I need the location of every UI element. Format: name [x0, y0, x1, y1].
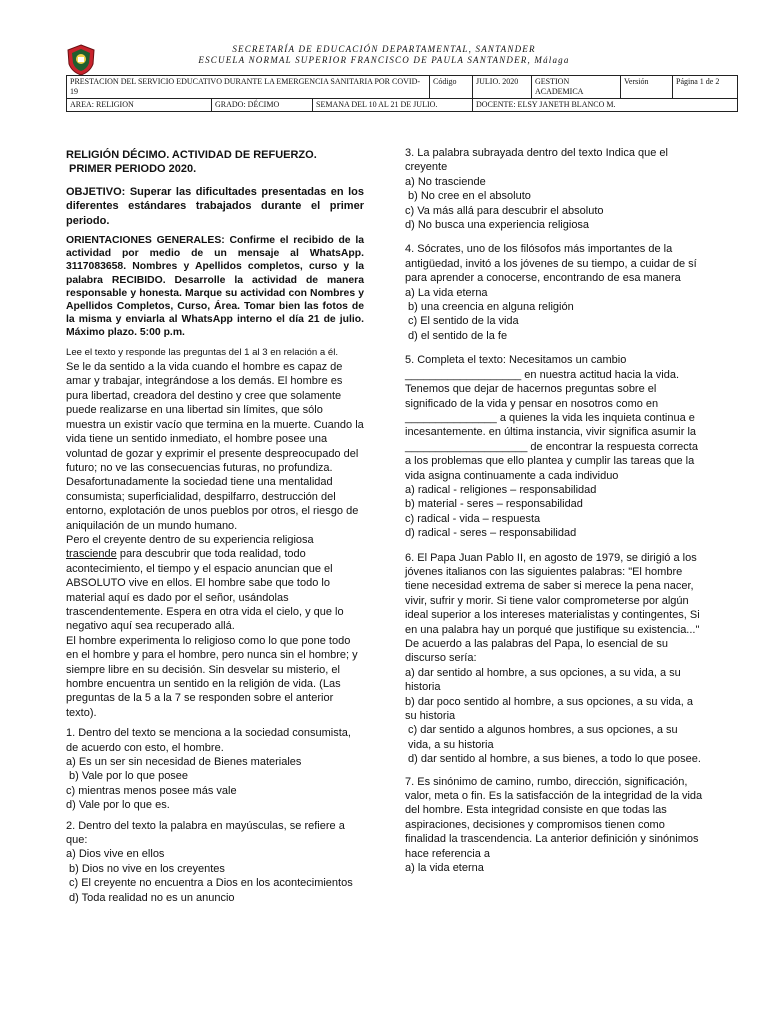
service-cell: PRESTACION DEL SERVICIO EDUCATIVO DURANTE LA EMERGENCIA SANITARIA POR COVID-19 — [67, 76, 430, 99]
semana-cell: SEMANA DEL 10 AL 21 DE JULIO. — [313, 99, 473, 112]
option-b: b) No cree en el absoluto — [408, 190, 531, 203]
option-a: a) dar sentido al hombre, a sus opciones, a su vida, a su historia — [405, 666, 681, 694]
question-5 — [405, 353, 703, 540]
right-column — [405, 146, 703, 876]
left-column — [66, 148, 364, 905]
version-cell: Versión — [621, 76, 673, 99]
option-c: c) El sentido de la vida — [408, 315, 519, 328]
option-a: a) radical - religiones – responsabilidad — [405, 483, 597, 496]
option-b: b) Dios no vive en los creyentes — [69, 862, 225, 875]
question-stem: 1. Dentro del texto se menciona a la sociedad consumista, de acuerdo con esto, el hombre. — [66, 727, 351, 754]
underlined-word: trasciende — [66, 548, 117, 561]
question-stem: 4. Sócrates, uno de los filósofos más importantes de la antigüedad, invitó a los jóvenes de su tiempo, a cuidar de sí para aprender a conocerse, encontrando de esa manera — [405, 243, 697, 285]
docente-cell: DOCENTE: ELSY JANETH BLANCO M. — [473, 99, 738, 112]
option-c: c) El creyente no encuentra a Dios en los acontecimientos — [69, 877, 353, 890]
question-stem: 2. Dentro del texto la palabra en mayúsculas, se refiere a que: — [66, 819, 345, 847]
general-orientations: ORIENTACIONES GENERALES: Confirme el recibido de la actividad por medio de un mensaje al WhatsApp. 3117083658. Nombres y Apellidos completos, curso y la palabra RECIBIDO. Desarrolle la actividad de manera responsable y honesta. Marque su actividad con Nombres y Apellidos Completos, Curso, Área. Tomar bien las fotos de la misma y enviarla al WhatsApp interno el día 21 de julio. Máximo plazo. 5:00 p.m. — [66, 235, 364, 339]
option-d: d) Toda realidad no es un anuncio — [69, 891, 235, 904]
reading-paragraph-3: El hombre experimenta lo religioso como lo que pone todo en el hombre y para el hombre, pero nunca sin el hombre; y siempre libre en su decisión. Sin desvelar su misterio, el hombre encuentra un sentido en la religión de vida. (Las preguntas de la 5 a la 7 se responden sobre el anterior texto). — [66, 634, 358, 719]
option-a: a) La vida eterna — [405, 286, 488, 299]
grado-cell: GRADO: DÉCIMO — [212, 99, 313, 112]
document-header — [0, 44, 768, 66]
option-d: d) Vale por lo que es. — [66, 799, 170, 812]
option-a: a) Dios vive en ellos — [66, 848, 165, 861]
question-6 — [405, 551, 703, 767]
page-cell: Página 1 de 2 — [673, 76, 738, 99]
question-3 — [405, 146, 703, 232]
option-b: b) dar poco sentido al hombre, a sus opciones, a su vida, a su historia — [405, 695, 694, 723]
reading-instruction: Lee el texto y responde las preguntas del 1 al 3 en relación a él. — [66, 346, 339, 358]
date-cell: JULIO. 2020 — [473, 76, 532, 99]
activity-period: PRIMER PERIODO 2020. — [69, 163, 197, 176]
question-stem: 5. Completa el texto: Necesitamos un cambio ___________________ en nuestra actitud hacia la vida. Tenemos que dejar de hacernos preguntas sobre el significado de la vida y pensar en nosotros como en _______________ a quienes la vida les inquieta continua e incesantemente. en última instancia, vivir significa asumir la ____________________ de encontrar la respuesta correcta a los problemas que ello plantea y cumplir las tareas que la vida asigna continuamente a cada individuo — [405, 354, 698, 482]
option-d: d) el sentido de la fe — [408, 329, 508, 342]
option-d: d) dar sentido al hombre, a sus bienes, a todo lo que posee. — [408, 753, 701, 766]
option-d: d) radical - seres – responsabilidad — [405, 527, 577, 540]
codigo-cell: Código — [430, 76, 473, 99]
question-stem: 6. El Papa Juan Pablo II, en agosto de 1979, se dirigió a los jóvenes italianos con las siguientes palabras: "El hombre tiene necesidad extrema de saber si merece la pena nacer, vivir, sufrir y morir. Si tiene valor comprometerse por algún ideal superior a los intereses materialistas y contingentes, Si en una palabra hay un porqué que justifique su existencia..." De acuerdo a las palabras del Papa, lo esencial de su discurso sería: — [405, 551, 700, 665]
reading-paragraph-2: Pero el creyente dentro de su experiencia religiosa trasciende para descubrir que toda realidad, todo acontecimiento, el tiempo y el espacio anuncian que el ABSOLUTO vive en ellos. El hombre sabe que todo lo material aquí es dado por el señor, usándolas trascendentemente. Espera en otra vida el cielo, y que lo negativo aquí sea recuperado allá. — [66, 533, 344, 633]
option-a: a) la vida eterna — [405, 862, 484, 875]
objective-text: OBJETIVO: Superar las dificultades presentadas en los diferentes estándares trabajados durante el primer periodo. — [66, 185, 364, 227]
gestion-cell: GESTION ACADEMICA — [532, 76, 621, 99]
document-meta-table — [66, 75, 738, 112]
option-c: c) mientras menos posee más vale — [66, 784, 237, 797]
question-2 — [66, 819, 364, 905]
question-4 — [405, 242, 703, 343]
question-1 — [66, 726, 364, 812]
option-c: c) dar sentido a algunos hombres, a sus opciones, a su vida, a su historia — [408, 724, 678, 751]
option-d: d) No busca una experiencia religiosa — [405, 219, 590, 232]
reading-paragraph-1: Se le da sentido a la vida cuando el hombre es capaz de amar y trabajar, integrándose a los demás. El hombre es pura libertad, creadora del destino y cree que solamente puede realizarse en una libertad sin límites, que sólo muestra un existir vacío que termina en la muerte. Cuando la vida tiene un sentido inmediato, el hombre posee una voluntad de gozar y exprimir el presente despreocupado del futuro; no ve las consecuencias futuras, no profundiza. Desafortunadamente la sociedad tiene una mentalidad consumista; superficialidad, despilfarro, destrucción del entorno, explotación de unos pueblos por otros, el riesgo de aniquilación de un mundo humano. — [66, 361, 364, 532]
header-line-2: ESCUELA NORMAL SUPERIOR FRANCISCO DE PAULA SANTANDER, Málaga — [198, 55, 570, 65]
activity-title: RELIGIÓN DÉCIMO. ACTIVIDAD DE REFUERZO. — [66, 149, 317, 161]
option-b: b) una creencia en alguna religión — [408, 301, 574, 314]
area-cell: AREA: RELIGION — [67, 99, 212, 112]
option-a: a) No trasciende — [405, 175, 486, 188]
option-b: b) material - seres – responsabilidad — [405, 498, 583, 511]
question-7 — [405, 775, 703, 876]
header-line-1: SECRETARÍA DE EDUCACIÓN DEPARTAMENTAL, SANTANDER — [232, 44, 536, 54]
option-c: c) radical - vida – respuesta — [405, 512, 541, 525]
question-stem: 3. La palabra subrayada dentro del texto Indica que el creyente — [405, 147, 668, 174]
option-b: b) Vale por lo que posee — [69, 770, 189, 783]
question-stem: 7. Es sinónimo de camino, rumbo, dirección, significación, valor, meta o fin. Es la satisfacción de la integridad de la vida del hombre. Esta integridad consiste en que todas las aspiraciones, decisiones y compromisos tienen como finalidad la trascendencia. La anterior definición y sinónimos hace referencia a — [405, 775, 703, 860]
option-a: a) Es un ser sin necesidad de Bienes materiales — [66, 756, 302, 769]
option-c: c) Va más allá para descubrir el absoluto — [405, 204, 604, 217]
